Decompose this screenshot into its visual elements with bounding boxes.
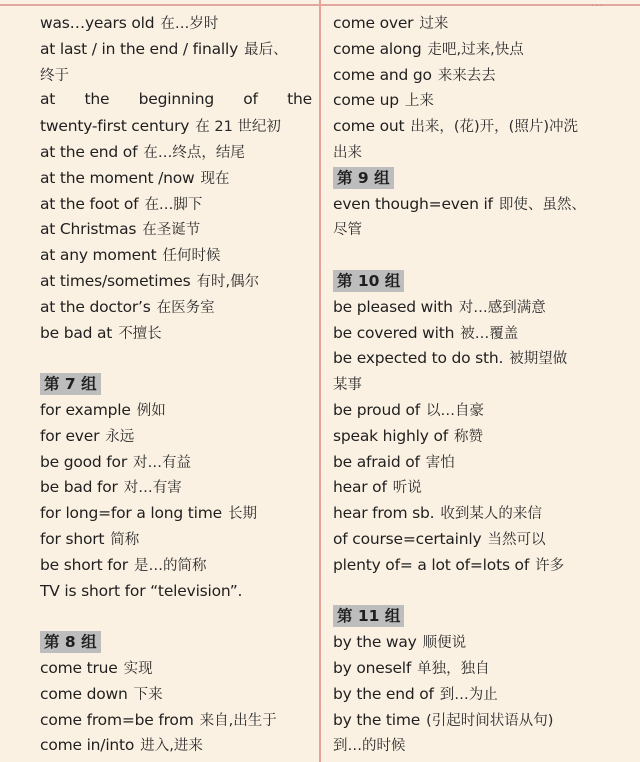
phrase-line bbox=[40, 397, 312, 423]
phrase-line bbox=[40, 732, 312, 758]
phrase-chinese: 来自,出生于 bbox=[199, 712, 277, 729]
phrase-chinese: 某事 bbox=[333, 377, 362, 394]
phrase-line bbox=[333, 500, 607, 526]
phrase-chinese: 对…有益 bbox=[133, 454, 191, 471]
phrase-english: by the end of bbox=[333, 684, 434, 703]
phrase-line bbox=[40, 139, 312, 165]
phrase-chinese: 以…自豪 bbox=[426, 402, 484, 419]
phrase-english: at last / in the end / finally bbox=[40, 39, 239, 58]
phrase-english: come out bbox=[333, 117, 405, 136]
phrase-english: was…years old bbox=[40, 14, 155, 32]
phrase-line bbox=[333, 139, 607, 165]
phrase-english: at Christmas bbox=[40, 220, 137, 239]
phrase-english: come down bbox=[40, 684, 128, 703]
phrase-chinese: 走吧,过来,快点 bbox=[427, 41, 524, 58]
phrase-chinese: 最后、 bbox=[244, 41, 288, 58]
page-tag: ... bbox=[590, 0, 604, 9]
phrase-line bbox=[40, 449, 312, 475]
phrase-line bbox=[333, 423, 607, 449]
phrase-english: come from=be from bbox=[40, 710, 194, 729]
phrase-english: TV is short for “television”. bbox=[40, 581, 243, 600]
phrase-chinese: (引起时间状语从句) bbox=[426, 712, 554, 729]
right-block-3 bbox=[333, 294, 607, 578]
phrase-chinese: 实现 bbox=[123, 660, 153, 677]
phrase-chinese: 到…为止 bbox=[439, 686, 498, 703]
phrase-chinese: 长期 bbox=[227, 506, 257, 523]
phrase-english: plenty of= a lot of=lots of bbox=[333, 555, 530, 574]
phrase-english: twenty-first century bbox=[40, 117, 190, 136]
phrase-chinese: 进入,进来 bbox=[140, 738, 203, 755]
phrase-english: for long=for a long time bbox=[40, 504, 222, 523]
group-heading-7: 第 7 组 bbox=[40, 373, 101, 395]
phrase-chinese: 上来 bbox=[404, 93, 434, 110]
phrase-line bbox=[40, 707, 312, 733]
phrase-english: come up bbox=[333, 91, 399, 110]
phrase-chinese: 在 21 世纪初 bbox=[195, 119, 281, 136]
phrase-english: speak highly of bbox=[333, 426, 448, 445]
phrase-line bbox=[333, 320, 607, 346]
phrase-chinese: 到…的时候 bbox=[333, 738, 406, 755]
phrase-line bbox=[333, 371, 607, 397]
group-heading-10: 第 10 组 bbox=[333, 270, 404, 292]
phrase-line bbox=[40, 62, 312, 88]
phrase-english: come along bbox=[333, 39, 422, 58]
phrase-chinese: 例如 bbox=[136, 402, 166, 419]
right-block-2 bbox=[333, 191, 607, 243]
justified-line bbox=[40, 87, 312, 113]
phrase-english: be proud of bbox=[333, 400, 420, 419]
phrase-chinese: 出来 bbox=[333, 144, 362, 161]
phrase-english: be good for bbox=[40, 452, 127, 471]
phrase-english: at the foot of bbox=[40, 194, 139, 213]
phrase-line bbox=[333, 397, 607, 423]
phrase-line bbox=[333, 629, 607, 655]
phrase-line bbox=[40, 191, 312, 217]
phrase-chinese: 被期望做 bbox=[509, 351, 568, 368]
phrase-chinese: 在圣诞节 bbox=[142, 222, 201, 239]
phrase-chinese: 对…感到满意 bbox=[458, 299, 546, 316]
word: of bbox=[243, 90, 258, 109]
phrase-english: be bad for bbox=[40, 478, 118, 497]
phrase-line bbox=[333, 681, 607, 707]
right-block-1 bbox=[333, 10, 607, 165]
phrase-english: be bad at bbox=[40, 323, 113, 342]
group-heading-11: 第 11 组 bbox=[333, 605, 404, 627]
phrase-line bbox=[333, 474, 607, 500]
phrase-line bbox=[333, 10, 607, 36]
phrase-line bbox=[333, 36, 607, 62]
phrase-line bbox=[40, 268, 312, 294]
phrase-chinese: 许多 bbox=[535, 557, 565, 574]
phrase-line bbox=[333, 113, 607, 139]
phrase-line bbox=[40, 10, 312, 36]
phrase-line bbox=[333, 732, 607, 758]
phrase-chinese: 当然可以 bbox=[487, 531, 546, 548]
phrase-english: be short for bbox=[40, 555, 128, 574]
phrase-line bbox=[40, 474, 312, 500]
right-column bbox=[333, 10, 607, 758]
phrase-line bbox=[333, 526, 607, 552]
phrase-english: by the time bbox=[333, 710, 421, 729]
phrase-line bbox=[333, 294, 607, 320]
phrase-line bbox=[40, 655, 312, 681]
phrase-chinese: 不擅长 bbox=[118, 325, 162, 342]
phrase-chinese: 在医务室 bbox=[156, 299, 215, 316]
left-block-1 bbox=[40, 10, 312, 87]
phrase-chinese: 害怕 bbox=[425, 454, 455, 471]
phrase-chinese: 现在 bbox=[200, 170, 230, 187]
word: at bbox=[40, 90, 56, 109]
phrase-english: come in/into bbox=[40, 736, 135, 755]
phrase-line bbox=[40, 242, 312, 268]
phrase-english: at times/sometimes bbox=[40, 271, 191, 290]
phrase-english: at the moment /now bbox=[40, 168, 195, 187]
phrase-english: at the end of bbox=[40, 142, 138, 161]
left-column bbox=[40, 10, 312, 758]
phrase-line bbox=[40, 36, 312, 62]
phrase-line bbox=[40, 113, 312, 139]
phrase-english: at any moment bbox=[40, 246, 157, 265]
phrase-chinese: 是…的简称 bbox=[133, 557, 207, 574]
phrase-line bbox=[333, 345, 607, 371]
phrase-english: come over bbox=[333, 14, 414, 32]
phrase-line bbox=[40, 500, 312, 526]
left-block-4 bbox=[40, 655, 312, 758]
word: the bbox=[84, 90, 110, 109]
phrase-chinese: 顺便说 bbox=[422, 635, 467, 652]
phrase-line bbox=[333, 655, 607, 681]
phrase-chinese: 即使、虽然、 bbox=[498, 196, 586, 213]
phrase-english: be afraid of bbox=[333, 452, 420, 471]
phrase-line bbox=[40, 552, 312, 578]
phrase-line bbox=[40, 165, 312, 191]
phrase-line bbox=[333, 87, 607, 113]
phrase-english: by the way bbox=[333, 633, 417, 652]
phrase-line bbox=[40, 578, 312, 604]
phrase-line bbox=[333, 552, 607, 578]
phrase-chinese: 单独，独自 bbox=[417, 660, 490, 677]
phrase-chinese: 收到某人的来信 bbox=[440, 506, 542, 523]
phrase-chinese: 被…覆盖 bbox=[460, 325, 519, 342]
phrase-chinese: 尽管 bbox=[333, 222, 362, 239]
column-divider bbox=[319, 0, 321, 762]
phrase-english: be expected to do sth. bbox=[333, 349, 504, 368]
phrase-chinese: 任何时候 bbox=[162, 248, 221, 265]
phrase-chinese: 在…岁时 bbox=[160, 16, 219, 32]
phrase-english: even though=even if bbox=[333, 194, 493, 213]
phrase-english: come and go bbox=[333, 65, 432, 84]
phrase-chinese: 有时,偶尔 bbox=[196, 273, 260, 290]
right-block-4 bbox=[333, 629, 607, 758]
phrase-chinese: 在…脚下 bbox=[144, 196, 203, 213]
phrase-chinese: 过来 bbox=[419, 16, 449, 32]
phrase-line bbox=[40, 681, 312, 707]
phrase-english: for ever bbox=[40, 426, 100, 445]
phrase-line bbox=[40, 423, 312, 449]
phrase-chinese: 终于 bbox=[40, 67, 69, 84]
phrase-english: hear of bbox=[333, 478, 387, 497]
phrase-english: hear from sb. bbox=[333, 504, 435, 523]
group-heading-9: 第 9 组 bbox=[333, 167, 394, 189]
word: beginning bbox=[138, 90, 214, 109]
phrase-line bbox=[333, 707, 607, 733]
phrase-chinese: 听说 bbox=[392, 480, 422, 497]
phrase-chinese: 对…有害 bbox=[123, 480, 182, 497]
word: the bbox=[287, 90, 312, 109]
phrase-chinese: 下来 bbox=[133, 686, 163, 703]
phrase-english: at the doctor’s bbox=[40, 297, 151, 316]
phrase-chinese: 称赞 bbox=[454, 428, 483, 445]
left-block-2 bbox=[40, 113, 312, 345]
phrase-line bbox=[40, 294, 312, 320]
phrase-line bbox=[333, 62, 607, 88]
phrase-english: be pleased with bbox=[333, 297, 453, 316]
phrase-english: for example bbox=[40, 400, 131, 419]
phrase-line bbox=[40, 526, 312, 552]
phrase-english: for short bbox=[40, 529, 105, 548]
phrase-line bbox=[333, 191, 607, 217]
left-block-3 bbox=[40, 397, 312, 603]
phrase-english: come true bbox=[40, 658, 118, 677]
phrase-chinese: 简称 bbox=[110, 531, 140, 548]
phrase-chinese: 永远 bbox=[105, 428, 135, 445]
phrase-line bbox=[40, 320, 312, 346]
phrase-english: by oneself bbox=[333, 658, 412, 677]
phrase-english: be covered with bbox=[333, 323, 455, 342]
phrase-chinese: 来来去去 bbox=[437, 67, 496, 84]
phrase-english: of course=certainly bbox=[333, 529, 482, 548]
phrase-line bbox=[40, 216, 312, 242]
phrase-chinese: 在…终点，结尾 bbox=[143, 144, 245, 161]
group-heading-8: 第 8 组 bbox=[40, 631, 101, 653]
phrase-chinese: 出来，(花)开，(照片)冲洗 bbox=[410, 119, 578, 136]
phrase-line bbox=[333, 216, 607, 242]
phrase-line bbox=[333, 449, 607, 475]
